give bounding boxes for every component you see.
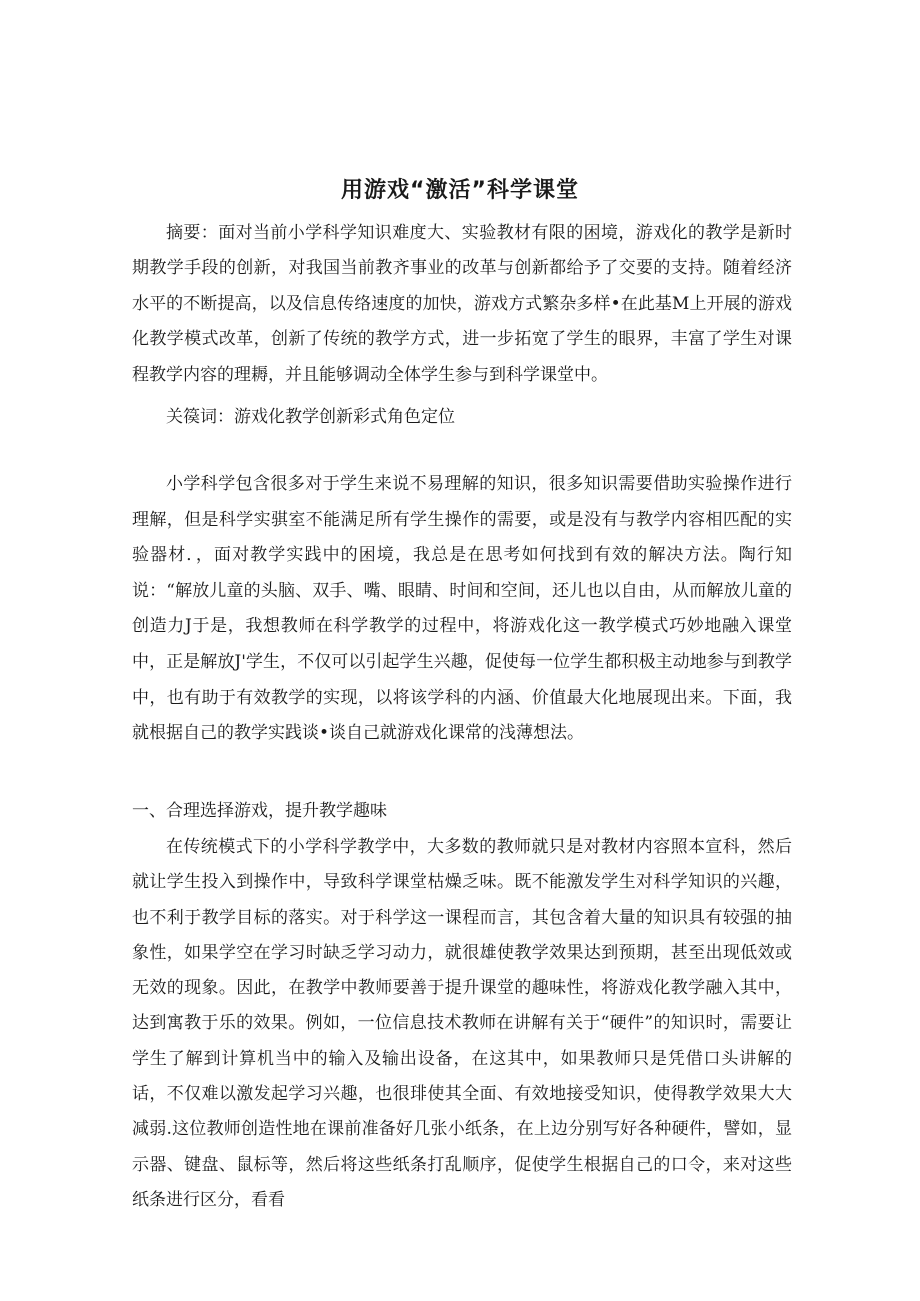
section-heading: 一、合理选择游戏，提升教学趣味 (132, 801, 387, 821)
keywords-line: 关篌词：游戏化教学创新彩式角色定位 (166, 407, 455, 427)
section-paragraph: 在传统模式下的小学科学教学中，大多数的教师就只是对教材内容照本宣科，然后就让学生投入到操作中，导致科学课堂枯燥乏味。既不能激发学生对科学知识的兴趣，也不利于教学目标的落实。对于科学这一课程而言，其包含着大量的知识具有较强的抽象性，如果学空在学习时缺乏学习动力，就很雄使教学效果达到预期，甚至出现低效或无效的现象。因此，在教学中教师要善于提升课堂的趣味性，将游戏化教学融入其中，达到寓教于乐的效果。例如，一位信息技术教师在讲解有关于“硬件”的知识时，需要让学生了解到计算机当中的输入及输出设备，在这其中，如果教师只是凭借口头讲解的话，不仅难以激发起学习兴趣，也很琲使其全面、有效地接受知识，使得教学效果大大减弱.这位教师创造性地在课前准备好几张小纸条，在上边分别写好各种硬件，譬如，显示器、键盘、鼠标等，然后将这些纸条打乱顺序，促使学生根据自己的口令，来对这些纸条进行区分，看看 (132, 837, 792, 1210)
abstract-paragraph: 摘要：面对当前小学科学知识难度大、实验教材有限的困境，游戏化的教学是新时期教学手段的创新，对我国当前教齐事业的改革与创新都给予了交要的支持。随着经济水平的不断提高，以及信息传络速度的加快，游戏方式繁杂多样•在此基M上开展的游戏化教学模式改革，创新了传统的教学方式，进一步拓宽了学生的眼界，丰富了学生对课程教学内容的理耨，并且能够调动全体学生参与到科学课堂中。 (132, 223, 792, 385)
document-title: 用游戏“激活”科学课堂 (341, 178, 579, 203)
intro-paragraph: 小学科学包含很多对于学生来说不易理解的知识，很多知识需要借助实验操作进行理解，但是科学实骐室不能满足所有学生操作的需要，或是没有与教学内容相匹配的实验器材．，面对教学实践中的困境，我总是在思考如何找到有效的解决方法。陶行知说：“解放儿童的头脑、双手、嘴、眼睛、时间和空间，还儿也以自由，从而解放儿童的创造力J于是，我想教师在科学教学的过程中，将游戏化这一教学模式巧妙地融入课堂中，正是解放J'学生，不仅可以引起学生兴趣，促使每一位学生都积极主动地参与到教学中，也有助于有效教学的实现，以将该学科的内涵、价值最大化地展现出来。下面，我就根据自己的教学实践谈•谈自己就游戏化课常的浅薄想法。 (132, 474, 792, 744)
